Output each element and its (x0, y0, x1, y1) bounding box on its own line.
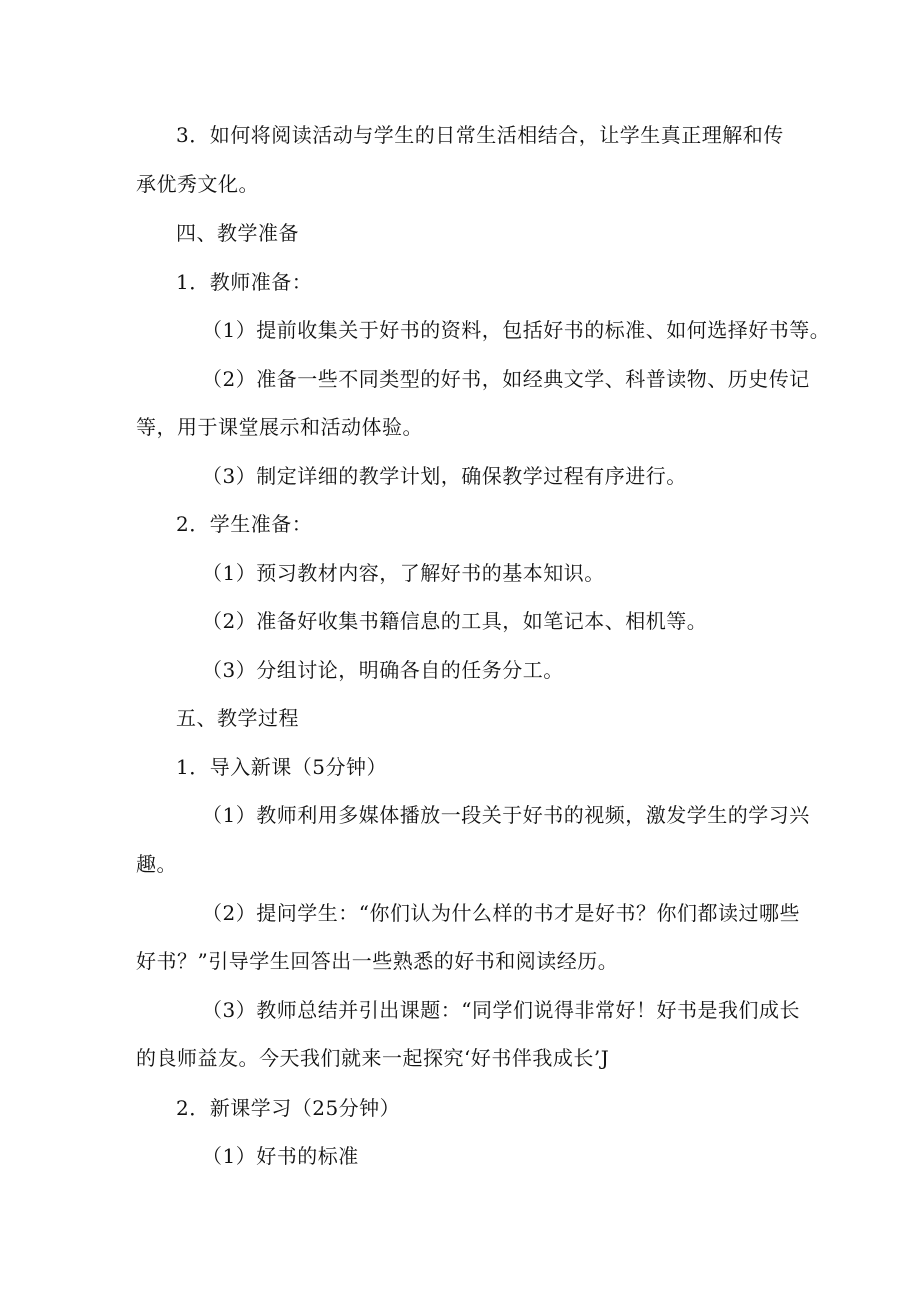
paragraph-line: 等，用于课堂展示和活动体验。 (136, 415, 423, 439)
list-item: （3）分组讨论，明确各自的任务分工。 (202, 658, 564, 682)
list-item: （2）提问学生：“你们认为什么样的书才是好书？你们都读过哪些 (202, 901, 800, 925)
paragraph-line: 3．如何将阅读活动与学生的日常生活相结合，让学生真正理解和传 (176, 123, 784, 147)
list-item: （1）教师利用多媒体播放一段关于好书的视频，激发学生的学习兴 (202, 803, 810, 827)
subsection-heading: 1．教师准备： (176, 270, 313, 294)
section-heading: 五、教学过程 (176, 706, 299, 730)
list-item: （1）预习教材内容，了解好书的基本知识。 (202, 561, 605, 585)
subsection-heading: 2．新课学习（25分钟） (176, 1096, 401, 1120)
list-item: （3）制定详细的教学计划，确保教学过程有序进行。 (202, 464, 687, 488)
paragraph-line: 趣。 (136, 852, 177, 876)
paragraph-line: 的良师益友。今天我们就来一起探究‘好书伴我成长’J (136, 1046, 610, 1070)
paragraph-line: 好书？”引导学生回答出一些熟悉的好书和阅读经历。 (136, 949, 619, 973)
list-item: （1）好书的标准 (202, 1144, 359, 1168)
paragraph-line: 承优秀文化。 (136, 172, 259, 196)
list-item: （1）提前收集关于好书的资料，包括好书的标准、如何选择好书等。 (202, 318, 831, 342)
subsection-heading: 1．导入新课（5分钟） (176, 755, 387, 779)
list-item: （2）准备好收集书籍信息的工具，如笔记本、相机等。 (202, 609, 708, 633)
section-heading: 四、教学准备 (176, 221, 299, 245)
subsection-heading: 2．学生准备： (176, 512, 313, 536)
list-item: （3）教师总结并引出课题：“同学们说得非常好！好书是我们成长 (202, 998, 800, 1022)
list-item: （2）准备一些不同类型的好书，如经典文学、科普读物、历史传记 (202, 367, 810, 391)
